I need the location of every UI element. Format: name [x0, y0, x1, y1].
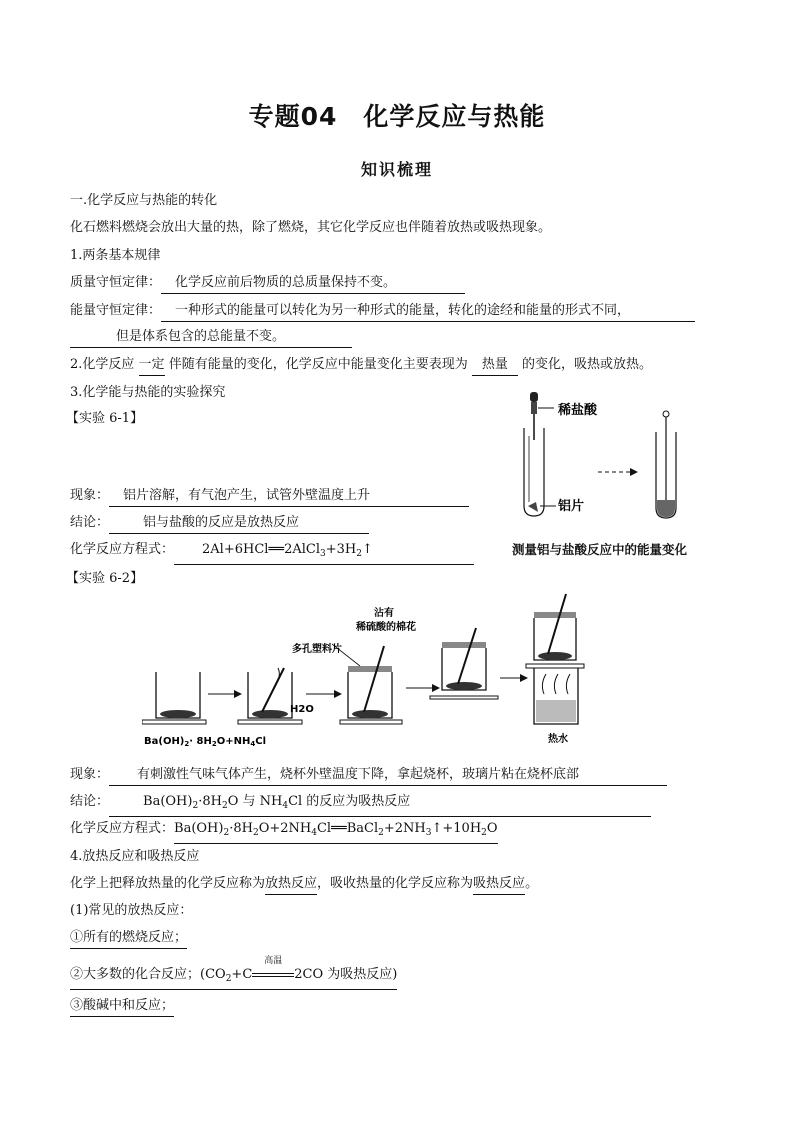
- steam-lines: [542, 674, 570, 694]
- point2-blank-2: 热量: [472, 356, 518, 376]
- glass-plate-2: [238, 720, 302, 724]
- exp2-conclusion: $Ba(OH)_2\cdot 8H_2O$ 与 $NH_4Cl$ 的反应为吸热反应: [109, 793, 651, 817]
- high-temp-condition: [252, 956, 294, 978]
- exp2-label: 【实验 6-2】: [66, 571, 144, 586]
- exp2-equation: $Ba(OH)_2\cdot 8H_2O+2NH_4Cl══BaCl_2+2NH_3↑+10H_2O$: [174, 820, 498, 844]
- aluminum-acid-figure: [510, 388, 730, 538]
- energy-law-answer-2: 但是体系包含的总能量不变。: [70, 328, 352, 348]
- water-label: H2O: [290, 704, 314, 715]
- solid-mixture-1: [160, 710, 196, 718]
- cotton-label-1: 沾有: [374, 608, 394, 619]
- point2-blank-1: 一定: [139, 356, 165, 376]
- phenomenon-label: 现象：: [70, 488, 110, 503]
- glass-plate-5: [526, 664, 584, 668]
- stirring-rod-4: [458, 628, 476, 684]
- exp2-phenomenon: 有刺激性气味气体产生，烧杯外壁温度下降，拿起烧杯，玻璃片粘在烧杯底部: [109, 766, 667, 786]
- point2-line: [70, 356, 652, 376]
- exothermic-term: 放热反应: [265, 875, 317, 895]
- exp2-equation-line: [70, 820, 498, 844]
- aluminum-piece: [528, 502, 538, 512]
- point4-text-c: 。: [525, 876, 539, 891]
- solid-mixture-5: [538, 652, 572, 660]
- energy-law-label: 能量守恒定律：: [70, 303, 162, 318]
- mass-law-answer: 化学反应前后物质的总质量保持不变。: [161, 274, 465, 294]
- endothermic-term: 吸热反应: [473, 875, 525, 895]
- arrow-4-head: [520, 674, 528, 682]
- acid-label: 稀盐酸: [558, 403, 598, 418]
- exp1-label: 【实验 6-1】: [66, 411, 144, 426]
- reagent-label: $Ba(OH)_2\cdot 8H_2O+NH_4Cl$: [144, 736, 267, 748]
- cotton-plug-4: [442, 642, 486, 648]
- conclusion-label-2: 结论：: [70, 794, 110, 809]
- solid-mixture-2: [252, 710, 288, 718]
- cotton-plug-5: [534, 612, 576, 618]
- intro-paragraph: 化石燃料燃烧会放出大量的热，除了燃烧，其它化学反应也伴随着放热或吸热现象。: [70, 220, 552, 235]
- point4-definition: [70, 875, 538, 895]
- figure-1-caption: 测量铝与盐酸反应中的能量变化: [512, 542, 688, 557]
- arrow-3-head: [432, 684, 440, 692]
- stirring-rod-2: [262, 668, 284, 712]
- process-arrow-head: [630, 468, 638, 476]
- exo-item-1: [70, 929, 187, 949]
- condition-label: 高温: [264, 956, 283, 966]
- exo-item-2-a: ②大多数的化合反应；(CO: [70, 967, 226, 982]
- exp1-conclusion-line: [70, 514, 369, 534]
- exo-item-2-text: ②大多数的化合反应；($CO_2+C$ 高温 2CO 为吸热反应): [70, 966, 397, 990]
- glass-plate-4: [430, 696, 498, 699]
- exp1-equation: $2Al+6HCl══2AlCl_3+3H_2↑$: [174, 541, 474, 565]
- exp1-phenomenon-line: [70, 487, 469, 507]
- energy-law-answer-1: 一种形式的能量可以转化为另一种形式的能量，转化的途经和能量的形式不同，: [161, 302, 695, 322]
- conclusion-label: 结论：: [70, 515, 110, 530]
- exp1-conclusion: 铝与盐酸的反应是放热反应: [109, 514, 369, 534]
- point2-text-a: 2.化学反应: [70, 357, 139, 372]
- mass-law-label: 质量守恒定律：: [70, 275, 162, 290]
- dropper-bulb: [530, 392, 538, 402]
- exp1-equation-line: [70, 541, 474, 565]
- dropper-body: [531, 402, 537, 414]
- equals-bar-2: [252, 976, 294, 977]
- rules-heading: 1.两条基本规律: [70, 248, 161, 263]
- equals-bar-1: [252, 973, 294, 974]
- solid-mixture-3: [352, 710, 388, 718]
- point2-text-b: 伴随有能量的变化，化学反应中能量变化主要表现为: [164, 357, 472, 372]
- point4-text-a: 化学上把释放热量的化学反应称为: [70, 876, 266, 891]
- arrow-1-head: [234, 690, 242, 698]
- exo-item-2-c: 2CO 为吸热反应): [294, 967, 398, 982]
- exp2-conclusion-line: [70, 793, 651, 817]
- hot-water-label: 热水: [548, 734, 568, 745]
- energy-law-line-2: [70, 328, 352, 348]
- plate-label: 多孔塑料片: [292, 644, 342, 655]
- cotton-plug-3: [348, 666, 392, 672]
- point4-heading: 4.放热反应和吸热反应: [70, 849, 200, 864]
- solid-mixture-4: [446, 682, 482, 690]
- exo-item-2-b: +C: [231, 967, 253, 982]
- equation-label: 化学反应方程式：: [70, 542, 175, 557]
- page-title: 专题04 化学反应与热能: [248, 102, 546, 131]
- phenomenon-label-2: 现象：: [70, 767, 110, 782]
- hot-water: [536, 700, 576, 722]
- test-tube-1: [524, 428, 544, 516]
- barium-hydroxide-figure: [142, 588, 592, 748]
- point4-text-b: ，吸收热量的化学反应称为: [317, 876, 474, 891]
- glass-plate-1: [142, 720, 206, 724]
- point2-text-c: 的变化，吸热或放热。: [517, 357, 652, 372]
- exo-item-3: [70, 997, 174, 1017]
- glass-plate-3: [340, 720, 402, 724]
- exo-item-3-text: ③酸碱中和反应；: [70, 997, 174, 1017]
- point3-heading: 3.化学能与热能的实验探究: [70, 385, 226, 400]
- al-label: 铝片: [558, 499, 585, 514]
- tube-liquid: [657, 500, 675, 517]
- mass-law-line: [70, 274, 465, 294]
- exp2-phenomenon-line: [70, 766, 667, 786]
- section-subtitle: 知识梳理: [360, 160, 433, 179]
- thermometer-top: [663, 411, 669, 417]
- energy-law-line: [70, 302, 695, 322]
- arrow-2-head: [334, 690, 342, 698]
- cotton-label-2: 稀硫酸的棉花: [356, 622, 416, 633]
- section-heading: 一.化学反应与热能的转化: [70, 193, 218, 208]
- exo-item-1-text: ①所有的燃烧反应；: [70, 929, 187, 949]
- stirring-rod-5: [548, 594, 566, 654]
- equation-label-2: 化学反应方程式：: [70, 821, 175, 836]
- exo-item-2: [70, 956, 398, 990]
- exp1-phenomenon: 铝片溶解，有气泡产生，试管外壁温度上升: [109, 487, 469, 507]
- exo-heading: (1)常见的放热反应：: [70, 903, 193, 918]
- stirring-rod-3: [364, 646, 384, 712]
